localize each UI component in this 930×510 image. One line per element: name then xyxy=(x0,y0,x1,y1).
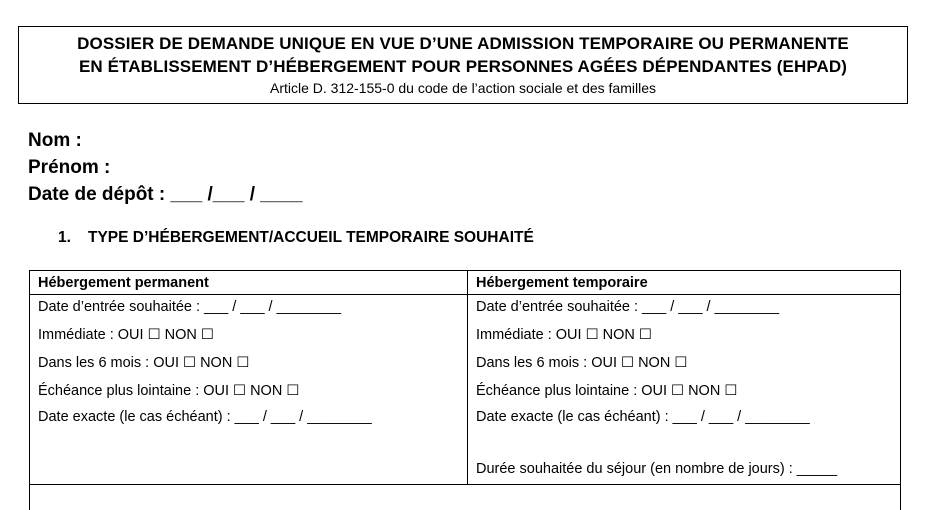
table-row-divider xyxy=(30,484,900,485)
permanent-immediate-checkbox-row[interactable]: Immédiate : OUI ☐ NON ☐ xyxy=(38,327,214,343)
section-title-text: TYPE D’HÉBERGEMENT/ACCUEIL TEMPORAIRE SOUHAITÉ xyxy=(88,229,534,246)
column-divider xyxy=(467,271,468,484)
temporaire-lointaine-checkbox-row[interactable]: Échéance plus lointaine : OUI ☐ NON ☐ xyxy=(476,383,738,399)
document-title-line-1: DOSSIER DE DEMANDE UNIQUE EN VUE D’UNE ADMISSION TEMPORAIRE OU PERMANENTE xyxy=(77,34,849,53)
section-1-title xyxy=(58,229,534,247)
temporaire-date-entree-field[interactable]: Date d’entrée souhaitée : ___ / ___ / ________ xyxy=(476,299,780,315)
legal-reference: Article D. 312-155-0 du code de l’action sociale et des familles xyxy=(270,80,656,96)
table-header-divider xyxy=(30,294,900,295)
hebergement-table xyxy=(29,270,901,510)
permanent-date-entree-field[interactable]: Date d’entrée souhaitée : ___ / ___ / ________ xyxy=(38,299,342,315)
temporaire-six-mois-checkbox-row[interactable]: Dans les 6 mois : OUI ☐ NON ☐ xyxy=(476,355,688,371)
permanent-six-mois-checkbox-row[interactable]: Dans les 6 mois : OUI ☐ NON ☐ xyxy=(38,355,250,371)
permanent-header: Hébergement permanent xyxy=(38,275,209,291)
permanent-date-exacte-field[interactable]: Date exacte (le cas échéant) : ___ / ___ / ________ xyxy=(38,409,372,425)
temporaire-duree-field[interactable]: Durée souhaitée du séjour (en nombre de jours) : _____ xyxy=(476,461,838,477)
temporaire-header: Hébergement temporaire xyxy=(476,275,648,291)
nom-field[interactable]: Nom : xyxy=(28,130,82,151)
document-header xyxy=(18,26,908,104)
permanent-lointaine-checkbox-row[interactable]: Échéance plus lointaine : OUI ☐ NON ☐ xyxy=(38,383,300,399)
prenom-field[interactable]: Prénom : xyxy=(28,157,111,178)
date-depot-field[interactable]: Date de dépôt : ___ /___ / ____ xyxy=(28,184,303,205)
temporaire-date-exacte-field[interactable]: Date exacte (le cas échéant) : ___ / ___ / ________ xyxy=(476,409,810,425)
section-number: 1. xyxy=(58,229,71,246)
document-title-line-2: EN ÉTABLISSEMENT D’HÉBERGEMENT POUR PERSONNES AGÉES DÉPENDANTES (EHPAD) xyxy=(78,57,848,76)
temporaire-immediate-checkbox-row[interactable]: Immédiate : OUI ☐ NON ☐ xyxy=(476,327,652,343)
